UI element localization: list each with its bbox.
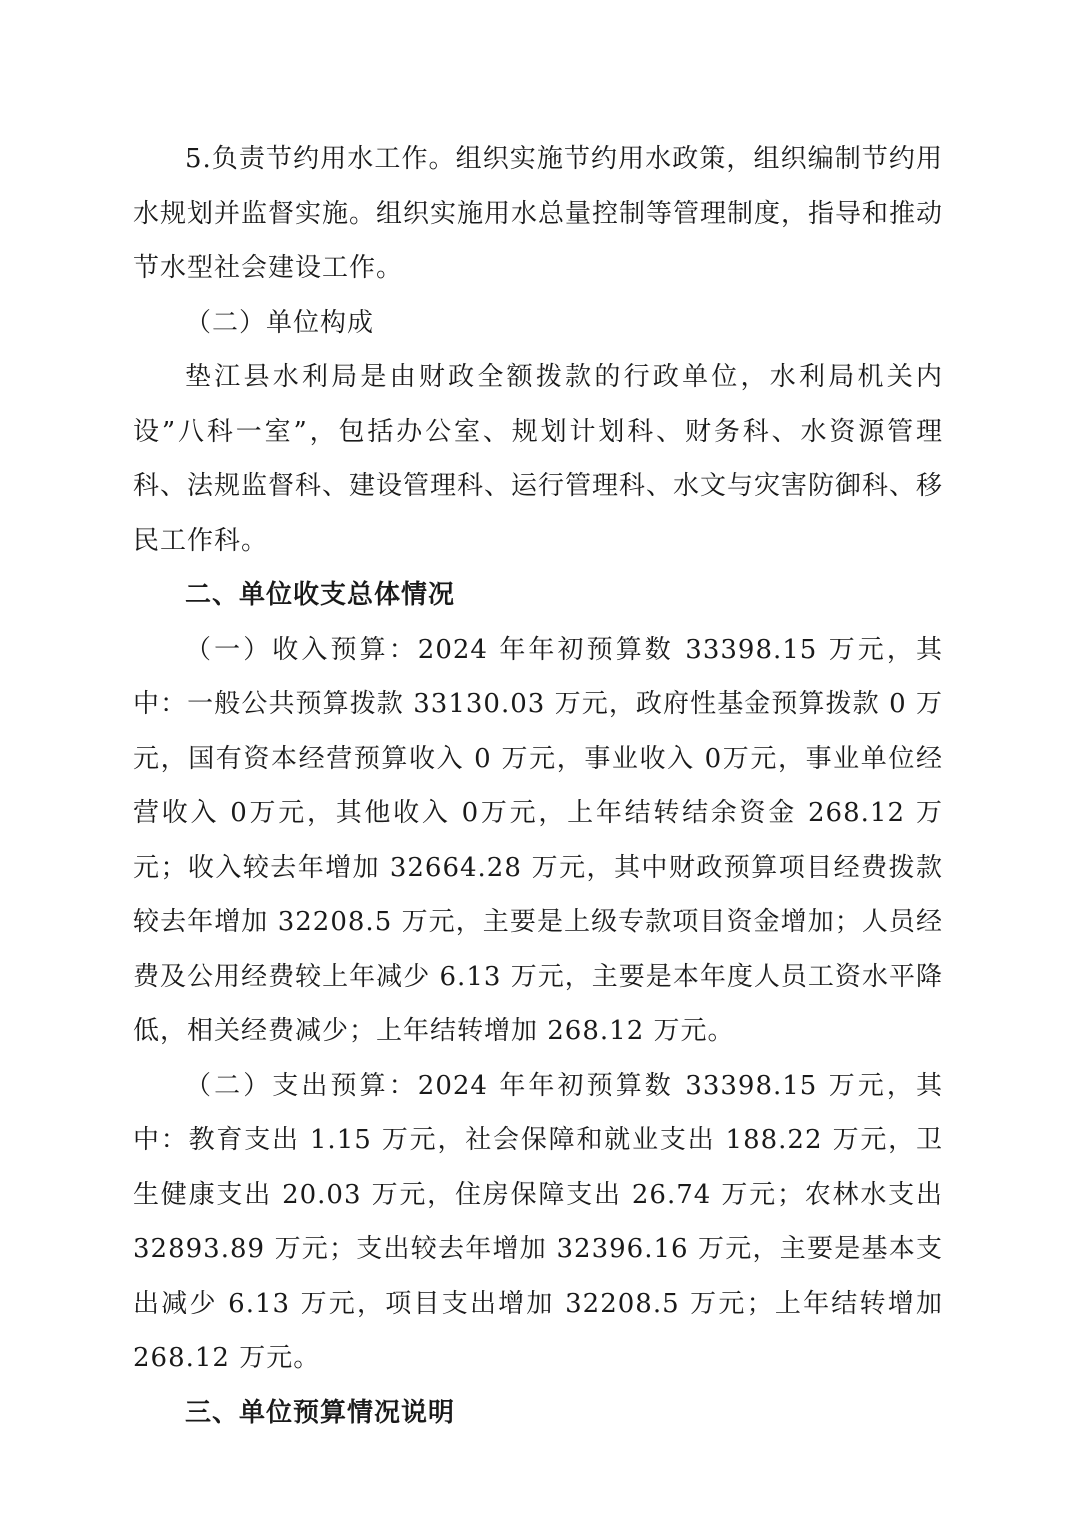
paragraph-income-budget: （一）收入预算：2024 年年初预算数 33398.15 万元，其中：一般公共预算拨款 33130.03 万元，政府性基金预算拨款 0 万元，国有资本经营预算收入 0 万元，事业收入 0万元，事业单位经营收入 0万元，其他收入 0万元，上年结转结余资金 268.12 万元；收入较去年增加 32664.28 万元，其中财政预算项目经费拨款较去年增加 32208.5 万元，主要是上级专款项目资金增加；人员经费及公用经费较上年减少 6.13 万元，主要是本年度人员工资水平降低，相关经费减少；上年结转增加 268.12 万元。 bbox=[133, 634, 943, 1046]
heading-income-expense: 二、单位收支总体情况 bbox=[185, 580, 456, 610]
paragraph-water-saving: 5.负责节约用水工作。组织实施节约用水政策，组织编制节约用水规划并监督实施。组织实施用水总量控制等管理制度，指导和推动节水型社会建设工作。 bbox=[133, 144, 944, 283]
paragraph-unit-composition: 垫江县水利局是由财政全额拨款的行政单位，水利局机关内设”八科一室”，包括办公室、规划计划科、财务科、水资源管理科、法规监督科、建设管理科、运行管理科、水文与灾害防御科、移民工作科。 bbox=[133, 362, 944, 556]
subheading-unit-composition: （二）单位构成 bbox=[185, 307, 375, 338]
document-page bbox=[133, 132, 943, 1440]
paragraph-expense-budget: （二）支出预算：2024 年年初预算数 33398.15 万元，其中：教育支出 1.15 万元，社会保障和就业支出 188.22 万元，卫生健康支出 20.03 万元，住房保障支出 26.74 万元；农林水支出 32893.89 万元；支出较去年增加 32396.16 万元，主要是基本支出减少 6.13 万元，项目支出增加 32208.5 万元；上年结转增加 268.12 万元。 bbox=[133, 1070, 943, 1373]
heading-budget-explanation: 三、单位预算情况说明 bbox=[185, 1397, 456, 1428]
